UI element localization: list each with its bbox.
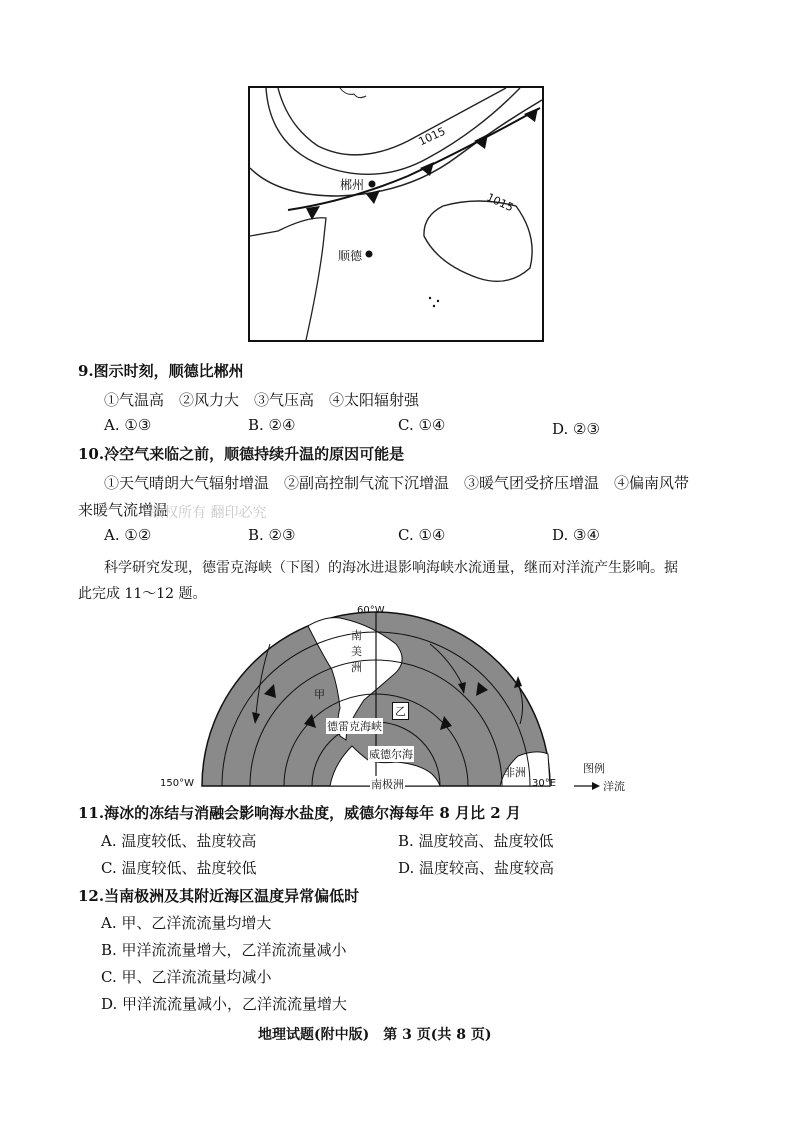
label-current-yi: 乙 xyxy=(392,702,409,720)
label-current-jia: 甲 xyxy=(314,688,325,701)
question-10-items-line1: ①天气晴朗大气辐射增温 ②副高控制气流下沉增温 ③暖气团受挤压增温 ④偏南风带 xyxy=(104,474,690,492)
question-11-option-b[interactable]: B. 温度较高、盐度较低 xyxy=(398,832,554,850)
question-10-option-d[interactable]: D. ③④ xyxy=(552,526,600,544)
question-9-option-d[interactable]: D. ②③ xyxy=(552,420,600,438)
question-12-option-b[interactable]: B. 甲洋流流量增大，乙洋流流量减小 xyxy=(101,941,347,959)
city-dot-shunde xyxy=(366,251,373,258)
label-drake-passage: 德雷克海峡 xyxy=(327,720,382,733)
city-label-chenzhou: 郴州 xyxy=(340,178,365,192)
question-10-option-b[interactable]: B. ②③ xyxy=(248,526,296,544)
question-9-items: ①气温高 ②风力大 ③气压高 ④太阳辐射强 xyxy=(104,391,420,409)
question-12-option-a[interactable]: A. 甲、乙洋流流量均增大 xyxy=(101,914,272,932)
label-africa: 非洲 xyxy=(504,766,526,779)
question-10-option-a[interactable]: A. ①② xyxy=(104,526,152,544)
legend-title: 图例 xyxy=(583,762,605,775)
longitude-label-right: 30°E xyxy=(532,778,557,789)
question-12-option-c[interactable]: C. 甲、乙洋流流量均减小 xyxy=(101,968,272,986)
question-9-option-c[interactable]: C. ①④ xyxy=(398,416,446,434)
question-11-stem: 11.海冰的冻结与消融会影响海水盐度，威德尔海每年 8 月比 2 月 xyxy=(78,804,521,822)
longitude-label-top: 60°W xyxy=(357,605,385,616)
question-9-stem: 9.图示时刻，顺德比郴州 xyxy=(78,362,244,380)
question-10-items-line2: 来暖气流增温 xyxy=(78,501,169,519)
question-12-stem: 12.当南极洲及其附近海区温度异常偏低时 xyxy=(78,887,360,905)
question-11-option-d[interactable]: D. 温度较高、盐度较高 xyxy=(398,859,555,877)
question-12-option-d[interactable]: D. 甲洋流流量减小，乙洋流流量增大 xyxy=(101,995,348,1013)
legend-item-label: 洋流 xyxy=(603,780,625,793)
question-9-option-b[interactable]: B. ②④ xyxy=(248,416,296,434)
legend-arrow-icon xyxy=(574,781,600,791)
passage-line-2: 此完成 11～12 题。 xyxy=(78,586,207,602)
watermark-text: 版权所有 翻印必究 xyxy=(150,505,267,521)
question-11-option-a[interactable]: A. 温度较低、盐度较高 xyxy=(101,832,257,850)
isobar-label: 1015 xyxy=(484,190,516,215)
page-footer: 地理试题(附中版) 第 3 页(共 8 页) xyxy=(258,1027,492,1043)
drake-passage-map xyxy=(200,604,552,790)
label-antarctica: 南极洲 xyxy=(371,778,404,791)
label-weddell-sea: 威德尔海 xyxy=(369,748,413,761)
question-10-stem: 10.冷空气来临之前，顺德持续升温的原因可能是 xyxy=(78,445,405,463)
question-9-option-a[interactable]: A. ①③ xyxy=(104,416,152,434)
question-10-option-c[interactable]: C. ①④ xyxy=(398,526,446,544)
city-dot-chenzhou xyxy=(369,181,376,188)
weather-front-map xyxy=(248,86,544,342)
longitude-label-left: 150°W xyxy=(160,778,194,789)
question-11-option-c[interactable]: C. 温度较低、盐度较低 xyxy=(101,859,257,877)
label-south-america: 南美洲 xyxy=(351,629,362,674)
isobar-label: 1015 xyxy=(416,124,448,149)
city-label-shunde: 顺德 xyxy=(338,249,363,263)
passage-line-1: 科学研究发现，德雷克海峡（下图）的海冰进退影响海峡水流通量，继而对洋流产生影响。据 xyxy=(104,560,678,576)
